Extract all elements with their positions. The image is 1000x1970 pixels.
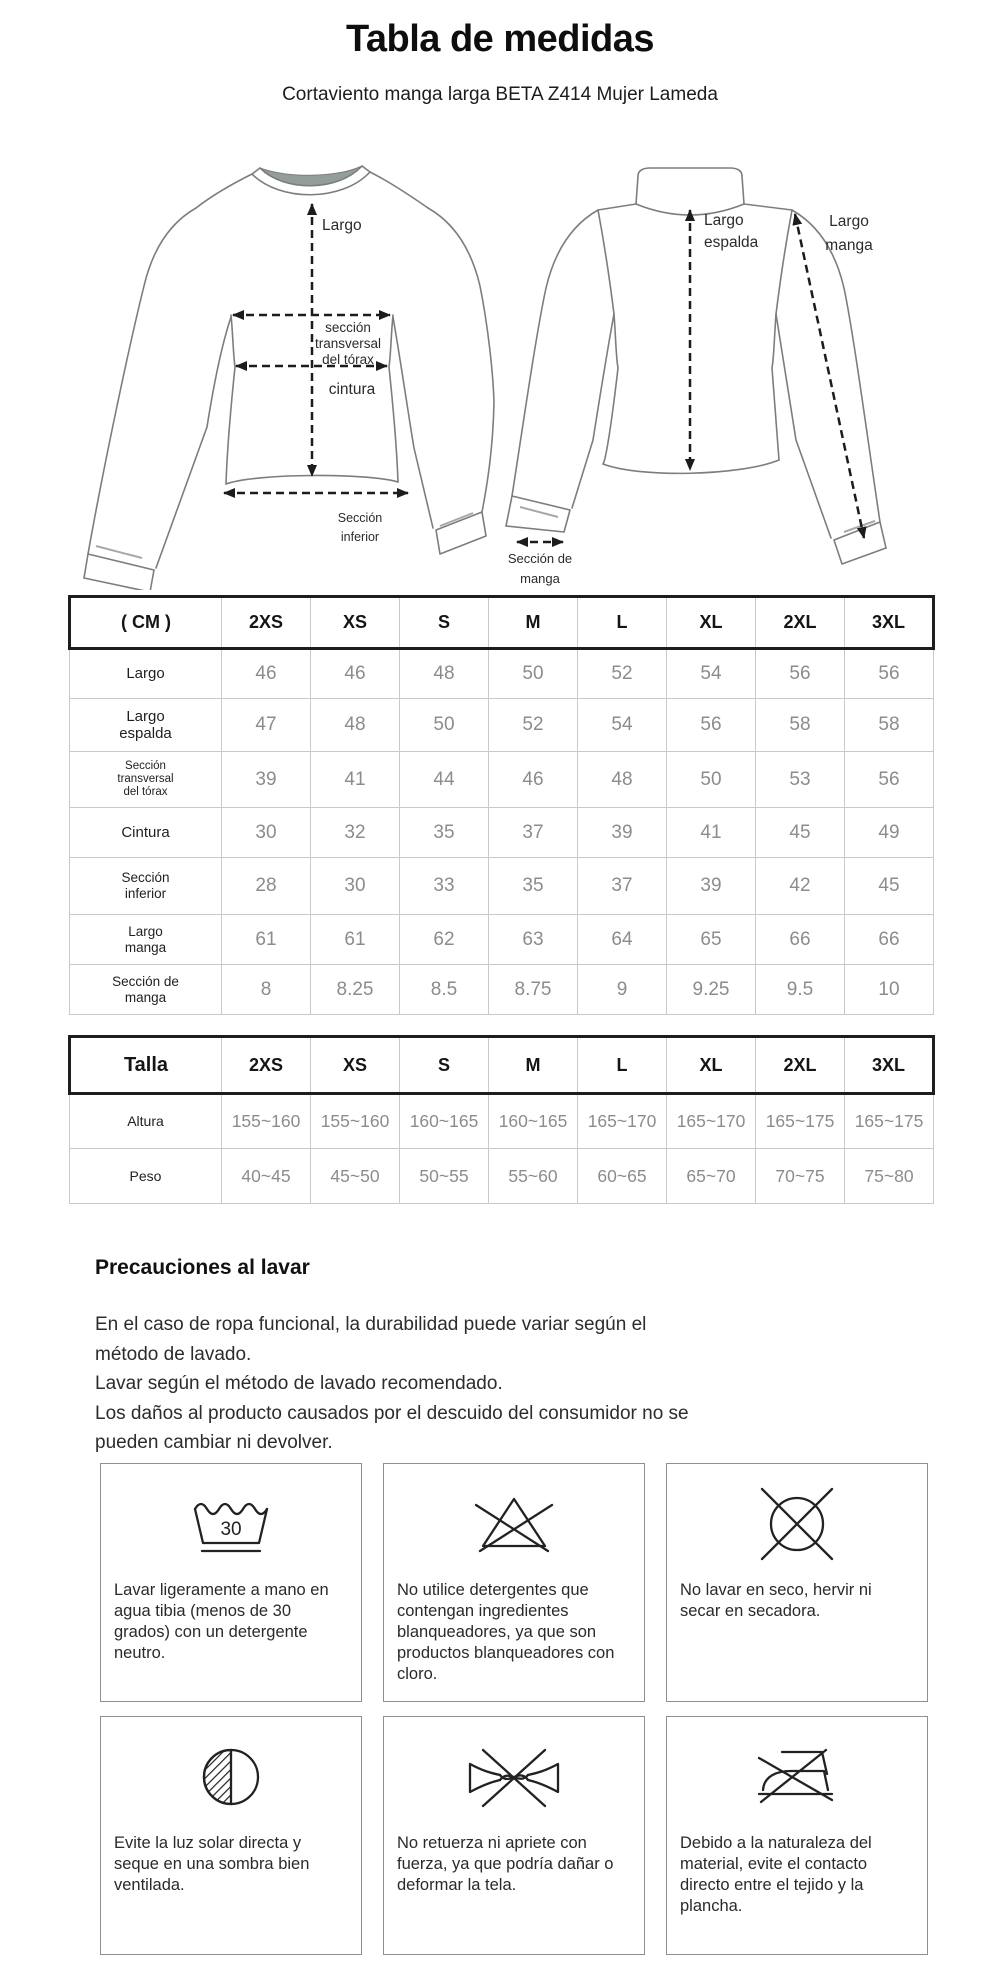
talla-header-cell: Talla [70, 1037, 222, 1094]
size-col-header: 3XL [845, 597, 934, 649]
row-label: Sección inferior [70, 858, 222, 915]
value-cell: 56 [845, 649, 934, 699]
front-jacket-outline [84, 166, 494, 590]
no-dryclean-icon [742, 1481, 852, 1567]
care-heading: Precauciones al lavar [95, 1256, 310, 1279]
value-cell: 50~55 [400, 1149, 489, 1204]
table-row [70, 752, 934, 808]
value-cell: 165~170 [667, 1094, 756, 1149]
value-cell: 35 [400, 808, 489, 858]
value-cell: 165~170 [578, 1094, 667, 1149]
chest-label-line3: del tórax [322, 352, 374, 367]
value-cell: 52 [489, 699, 578, 752]
size-col-header: 2XL [756, 1037, 845, 1094]
front-length-label: Largo [322, 217, 362, 234]
value-cell: 56 [845, 752, 934, 808]
handwash-30-icon [176, 1481, 286, 1567]
value-cell: 45 [845, 858, 934, 915]
size-col-header: 2XS [222, 597, 311, 649]
value-cell: 53 [756, 752, 845, 808]
hem-label-line2: inferior [340, 530, 380, 544]
value-cell: 46 [489, 752, 578, 808]
value-cell: 54 [667, 649, 756, 699]
value-cell: 32 [311, 808, 400, 858]
table-row [70, 1094, 934, 1149]
value-cell: 165~175 [845, 1094, 934, 1149]
value-cell: 48 [578, 752, 667, 808]
value-cell: 8.25 [311, 965, 400, 1015]
care-text: Debido a la naturaleza del material, evite el contacto directo entre el tejido y la plancha. [680, 1834, 872, 1915]
value-cell: 66 [845, 915, 934, 965]
value-cell: 48 [311, 699, 400, 752]
value-cell: 42 [756, 858, 845, 915]
size-measurements-table [68, 595, 935, 1015]
value-cell: 160~165 [400, 1094, 489, 1149]
care-paragraph-line: En el caso de ropa funcional, la durabilidad puede variar según el [95, 1314, 647, 1335]
row-label: Sección transversal del tórax [70, 752, 222, 808]
row-label: Altura [70, 1094, 222, 1149]
value-cell: 52 [578, 649, 667, 699]
value-cell: 10 [845, 965, 934, 1015]
value-cell: 8.5 [400, 965, 489, 1015]
size-col-header: M [489, 1037, 578, 1094]
care-paragraph-line: pueden cambiar ni devolver. [95, 1432, 333, 1453]
value-cell: 33 [400, 858, 489, 915]
fit-table [68, 1035, 935, 1204]
size-col-header: S [400, 597, 489, 649]
no-bleach-icon [459, 1481, 569, 1567]
value-cell: 41 [667, 808, 756, 858]
care-text: No utilice detergentes que contengan ingredientes blanqueadores, ya que son productos blanqueadores con cloro. [397, 1581, 615, 1683]
size-col-header: XS [311, 597, 400, 649]
care-text: Lavar ligeramente a mano en agua tibia (menos de 30 grados) con un detergente neutro. [114, 1581, 329, 1662]
value-cell: 56 [756, 649, 845, 699]
value-cell: 35 [489, 858, 578, 915]
table-row [70, 699, 934, 752]
value-cell: 75~80 [845, 1149, 934, 1204]
value-cell: 45~50 [311, 1149, 400, 1204]
row-label: Largo [70, 649, 222, 699]
care-text: Evite la luz solar directa y seque en una sombra bien ventilada. [114, 1834, 310, 1894]
table-row [70, 858, 934, 915]
size-col-header: XL [667, 1037, 756, 1094]
size-col-header: 3XL [845, 1037, 934, 1094]
value-cell: 50 [400, 699, 489, 752]
size-col-header: L [578, 597, 667, 649]
chest-label-line2: transversal [314, 336, 382, 351]
value-cell: 64 [578, 915, 667, 965]
back-measure-arrows [517, 210, 864, 542]
dry-in-shade-icon [176, 1734, 286, 1820]
care-box-handwash [100, 1463, 362, 1702]
care-paragraph-line: Lavar según el método de lavado recomendado. [95, 1373, 503, 1394]
sleeve-length-arrow [795, 214, 864, 538]
table-row [70, 1149, 934, 1204]
value-cell: 54 [578, 699, 667, 752]
fit-table-header-row [70, 1037, 934, 1094]
value-cell: 165~175 [756, 1094, 845, 1149]
cuff-width-label-line1: Sección de [507, 551, 573, 566]
no-wring-icon [459, 1734, 569, 1820]
value-cell: 61 [222, 915, 311, 965]
row-label: Largo espalda [70, 699, 222, 752]
value-cell: 65~70 [667, 1149, 756, 1204]
size-col-header: 2XL [756, 597, 845, 649]
product-subtitle: Cortaviento manga larga BETA Z414 Mujer Lameda [282, 84, 718, 105]
row-label: Largo manga [70, 915, 222, 965]
table-row [70, 915, 934, 965]
hem-label-line1: Sección [337, 511, 383, 525]
value-cell: 155~160 [311, 1094, 400, 1149]
unit-header-cell: ( CM ) [70, 597, 222, 649]
value-cell: 66 [756, 915, 845, 965]
value-cell: 28 [222, 858, 311, 915]
care-paragraph-line: Los daños al producto causados por el descuido del consumidor no se [95, 1402, 689, 1424]
care-paragraph-line: método de lavado. [95, 1343, 252, 1365]
value-cell: 58 [845, 699, 934, 752]
care-paragraph [95, 1310, 895, 1458]
care-box-no-wring [383, 1716, 645, 1955]
value-cell: 30 [222, 808, 311, 858]
value-cell: 62 [400, 915, 489, 965]
size-table-header-row [70, 597, 934, 649]
value-cell: 8 [222, 965, 311, 1015]
front-collar-fill [260, 166, 362, 186]
size-col-header: L [578, 1037, 667, 1094]
value-cell: 50 [667, 752, 756, 808]
back-length-label-line2: espalda [704, 234, 759, 251]
value-cell: 48 [400, 649, 489, 699]
back-length-label-line1: Largo [704, 212, 744, 229]
measurement-diagram [0, 130, 1000, 590]
value-cell: 55~60 [489, 1149, 578, 1204]
chest-label-line1: sección [325, 320, 371, 335]
size-col-header: XL [667, 597, 756, 649]
no-iron-icon [742, 1734, 852, 1820]
value-cell: 50 [489, 649, 578, 699]
table-row [70, 649, 934, 699]
cuff-width-label-line2: manga [520, 571, 560, 586]
care-text: No retuerza ni apriete con fuerza, ya que podría dañar o deformar la tela. [397, 1834, 614, 1894]
size-col-header: M [489, 597, 578, 649]
value-cell: 46 [311, 649, 400, 699]
value-cell: 44 [400, 752, 489, 808]
value-cell: 37 [578, 858, 667, 915]
value-cell: 9.25 [667, 965, 756, 1015]
value-cell: 39 [667, 858, 756, 915]
table-row [70, 808, 934, 858]
value-cell: 39 [578, 808, 667, 858]
care-box-no-bleach [383, 1463, 645, 1702]
value-cell: 9.5 [756, 965, 845, 1015]
value-cell: 58 [756, 699, 845, 752]
value-cell: 63 [489, 915, 578, 965]
care-box-dry-in-shade [100, 1716, 362, 1955]
row-label: Cintura [70, 808, 222, 858]
row-label: Peso [70, 1149, 222, 1204]
value-cell: 8.75 [489, 965, 578, 1015]
value-cell: 65 [667, 915, 756, 965]
care-text: No lavar en seco, hervir ni secar en secadora. [680, 1581, 872, 1620]
care-symbol-grid [100, 1463, 928, 1955]
page-title: Tabla de medidas [345, 18, 655, 60]
value-cell: 46 [222, 649, 311, 699]
handwash-temp-label: 30 [220, 1519, 242, 1540]
value-cell: 155~160 [222, 1094, 311, 1149]
value-cell: 9 [578, 965, 667, 1015]
size-col-header: S [400, 1037, 489, 1094]
value-cell: 70~75 [756, 1149, 845, 1204]
care-box-no-iron [666, 1716, 928, 1955]
table-row [70, 965, 934, 1015]
value-cell: 40~45 [222, 1149, 311, 1204]
value-cell: 37 [489, 808, 578, 858]
value-cell: 61 [311, 915, 400, 965]
sleeve-length-label-line2: manga [825, 237, 873, 254]
size-col-header: 2XS [222, 1037, 311, 1094]
care-box-no-dryclean [666, 1463, 928, 1702]
row-label: Sección de manga [70, 965, 222, 1015]
value-cell: 56 [667, 699, 756, 752]
value-cell: 49 [845, 808, 934, 858]
value-cell: 60~65 [578, 1149, 667, 1204]
value-cell: 30 [311, 858, 400, 915]
value-cell: 39 [222, 752, 311, 808]
waist-label: cintura [328, 381, 376, 398]
sleeve-length-label-line1: Largo [829, 213, 869, 230]
value-cell: 47 [222, 699, 311, 752]
size-col-header: XS [311, 1037, 400, 1094]
value-cell: 45 [756, 808, 845, 858]
value-cell: 41 [311, 752, 400, 808]
value-cell: 160~165 [489, 1094, 578, 1149]
